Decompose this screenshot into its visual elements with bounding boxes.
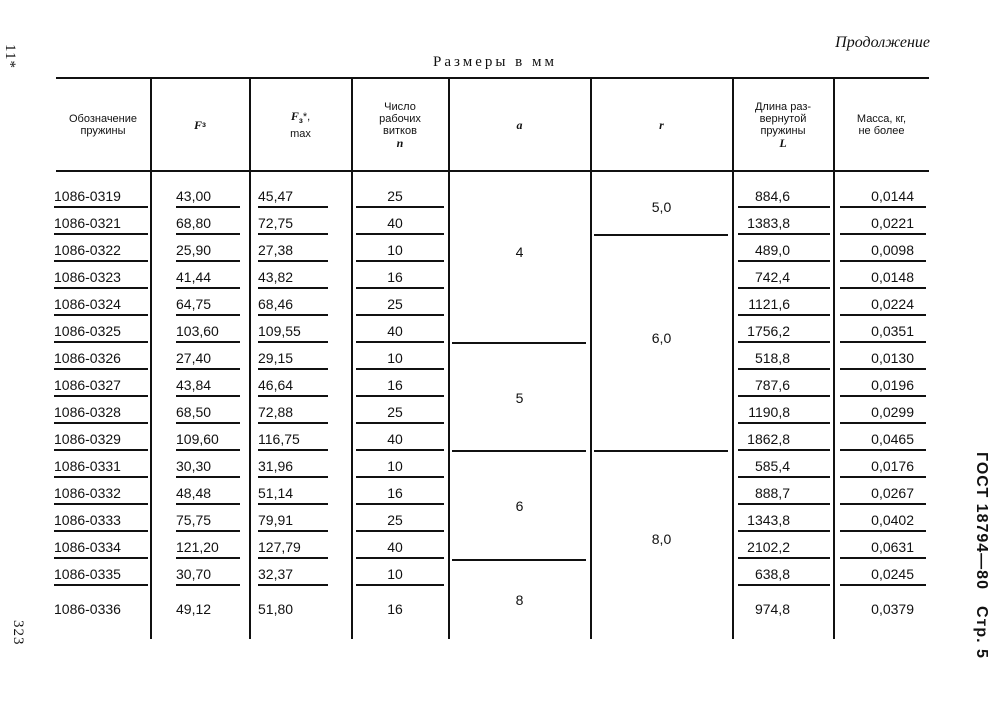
fsmax-cell: 79,91 <box>258 512 294 528</box>
row-underline <box>738 206 830 208</box>
code-cell: 1086-0334 <box>54 539 121 555</box>
code-cell: 1086-0324 <box>54 296 121 312</box>
length-cell: 585,4 <box>754 458 790 474</box>
row-underline <box>176 422 240 424</box>
page-number: 323 <box>10 620 26 646</box>
row-underline <box>738 476 830 478</box>
mass-cell: 0,0176 <box>871 458 914 474</box>
row-underline <box>54 476 148 478</box>
length-cell: 518,8 <box>754 350 790 366</box>
row-underline <box>738 503 830 505</box>
continuation-label: Продолжение <box>835 34 930 51</box>
row-underline <box>738 368 830 370</box>
n-cell: 40 <box>387 539 403 555</box>
n-cell: 16 <box>387 485 403 501</box>
row-underline <box>176 368 240 370</box>
code-cell: 1086-0325 <box>54 323 121 339</box>
length-cell: 638,8 <box>754 566 790 582</box>
fsmax-cell: 32,37 <box>258 566 294 582</box>
mass-cell: 0,0245 <box>871 566 914 582</box>
fs-cell: 49,12 <box>176 601 212 617</box>
row-underline <box>738 395 830 397</box>
mass-cell: 0,0148 <box>871 269 914 285</box>
standard-name: ГОСТ 18794—80 <box>973 452 990 590</box>
row-underline <box>738 449 830 451</box>
row-underline <box>258 584 328 586</box>
row-underline <box>738 584 830 586</box>
table-top-rule <box>56 77 929 79</box>
code-cell: 1086-0322 <box>54 242 121 258</box>
row-underline <box>356 476 444 478</box>
row-underline <box>738 287 830 289</box>
header-mass: Масса, кг, не более <box>856 113 907 137</box>
row-underline <box>840 233 926 235</box>
length-cell: 742,4 <box>754 269 790 285</box>
n-cell: 10 <box>387 566 403 582</box>
row-underline <box>176 287 240 289</box>
page-marker: 11* <box>2 44 18 69</box>
fsmax-cell: 27,38 <box>258 242 294 258</box>
row-underline <box>54 341 148 343</box>
row-underline <box>840 368 926 370</box>
row-underline <box>54 368 148 370</box>
table-title: Размеры в мм <box>432 54 557 70</box>
row-underline <box>258 476 328 478</box>
header-r: r <box>659 118 664 132</box>
code-cell: 1086-0336 <box>54 601 121 617</box>
fsmax-cell: 109,55 <box>258 323 301 339</box>
n-cell: 10 <box>387 350 403 366</box>
length-cell: 1343,8 <box>747 512 790 528</box>
n-cell: 10 <box>387 242 403 258</box>
row-underline <box>54 395 148 397</box>
row-underline <box>738 557 830 559</box>
r-group-cell: 6,0 <box>651 330 672 346</box>
row-underline <box>356 449 444 451</box>
row-underline <box>54 503 148 505</box>
row-underline <box>176 206 240 208</box>
n-cell: 16 <box>387 377 403 393</box>
row-underline <box>258 368 328 370</box>
row-underline <box>840 341 926 343</box>
n-cell: 25 <box>387 512 403 528</box>
mass-cell: 0,0402 <box>871 512 914 528</box>
row-underline <box>258 341 328 343</box>
length-cell: 787,6 <box>754 377 790 393</box>
row-underline <box>840 503 926 505</box>
row-underline <box>356 422 444 424</box>
row-underline <box>356 503 444 505</box>
row-underline <box>840 422 926 424</box>
row-underline <box>840 557 926 559</box>
row-underline <box>840 476 926 478</box>
row-underline <box>54 449 148 451</box>
fsmax-cell: 29,15 <box>258 350 294 366</box>
row-underline <box>356 314 444 316</box>
row-underline <box>356 260 444 262</box>
fs-cell: 68,80 <box>176 215 212 231</box>
header-bottom-rule <box>56 170 929 172</box>
fsmax-cell: 72,88 <box>258 404 294 420</box>
code-cell: 1086-0333 <box>54 512 121 528</box>
code-cell: 1086-0321 <box>54 215 121 231</box>
fsmax-cell: 31,96 <box>258 458 294 474</box>
n-cell: 40 <box>387 431 403 447</box>
fs-cell: 41,44 <box>176 269 212 285</box>
code-cell: 1086-0319 <box>54 188 121 204</box>
r-group-divider <box>594 234 728 236</box>
row-underline <box>176 314 240 316</box>
fs-cell: 25,90 <box>176 242 212 258</box>
length-cell: 1756,2 <box>747 323 790 339</box>
row-underline <box>54 530 148 532</box>
row-underline <box>738 341 830 343</box>
mass-cell: 0,0196 <box>871 377 914 393</box>
mass-cell: 0,0379 <box>871 601 914 617</box>
row-underline <box>176 395 240 397</box>
row-underline <box>258 422 328 424</box>
fsmax-cell: 127,79 <box>258 539 301 555</box>
fs-cell: 121,20 <box>176 539 219 555</box>
length-cell: 1862,8 <box>747 431 790 447</box>
fs-cell: 109,60 <box>176 431 219 447</box>
row-underline <box>356 368 444 370</box>
fs-cell: 48,48 <box>176 485 212 501</box>
mass-cell: 0,0144 <box>871 188 914 204</box>
row-underline <box>840 206 926 208</box>
header-fs: F з <box>194 118 206 132</box>
fs-cell: 43,84 <box>176 377 212 393</box>
row-underline <box>54 233 148 235</box>
row-underline <box>176 503 240 505</box>
row-underline <box>258 314 328 316</box>
row-underline <box>738 233 830 235</box>
fsmax-cell: 43,82 <box>258 269 294 285</box>
row-underline <box>176 233 240 235</box>
fs-cell: 43,00 <box>176 188 212 204</box>
row-underline <box>176 476 240 478</box>
code-cell: 1086-0326 <box>54 350 121 366</box>
row-underline <box>176 260 240 262</box>
length-cell: 1121,6 <box>748 296 790 312</box>
a-group-cell: 8 <box>515 592 524 608</box>
a-group-cell: 5 <box>515 390 524 406</box>
mass-cell: 0,0098 <box>871 242 914 258</box>
code-cell: 1086-0335 <box>54 566 121 582</box>
r-group-cell: 5,0 <box>651 199 672 215</box>
mass-cell: 0,0224 <box>871 296 914 312</box>
length-cell: 489,0 <box>754 242 790 258</box>
row-underline <box>356 395 444 397</box>
fsmax-cell: 72,75 <box>258 215 294 231</box>
code-cell: 1086-0329 <box>54 431 121 447</box>
row-underline <box>738 260 830 262</box>
row-underline <box>258 557 328 559</box>
a-group-divider <box>452 450 586 452</box>
fs-cell: 75,75 <box>176 512 212 528</box>
row-underline <box>356 584 444 586</box>
row-underline <box>840 449 926 451</box>
mass-cell: 0,0130 <box>871 350 914 366</box>
row-underline <box>840 395 926 397</box>
n-cell: 25 <box>387 188 403 204</box>
fsmax-cell: 46,64 <box>258 377 294 393</box>
fs-cell: 68,50 <box>176 404 212 420</box>
row-underline <box>176 530 240 532</box>
fs-cell: 103,60 <box>176 323 219 339</box>
code-cell: 1086-0328 <box>54 404 121 420</box>
row-underline <box>258 233 328 235</box>
mass-cell: 0,0299 <box>871 404 914 420</box>
header-a: a <box>516 118 523 132</box>
row-underline <box>738 314 830 316</box>
code-cell: 1086-0331 <box>54 458 121 474</box>
row-underline <box>54 584 148 586</box>
row-underline <box>738 422 830 424</box>
length-cell: 2102,2 <box>747 539 790 555</box>
row-underline <box>356 557 444 559</box>
n-cell: 25 <box>387 404 403 420</box>
length-cell: 1383,8 <box>747 215 790 231</box>
mass-cell: 0,0351 <box>871 323 914 339</box>
row-underline <box>54 314 148 316</box>
length-cell: 888,7 <box>754 485 790 501</box>
row-underline <box>258 287 328 289</box>
n-cell: 40 <box>387 323 403 339</box>
mass-cell: 0,0465 <box>871 431 914 447</box>
row-underline <box>54 422 148 424</box>
row-underline <box>840 314 926 316</box>
row-underline <box>840 584 926 586</box>
row-underline <box>356 530 444 532</box>
n-cell: 25 <box>387 296 403 312</box>
r-group-divider <box>594 450 728 452</box>
length-cell: 884,6 <box>754 188 790 204</box>
fsmax-cell: 45,47 <box>258 188 294 204</box>
fsmax-cell: 51,14 <box>258 485 294 501</box>
fs-cell: 64,75 <box>176 296 212 312</box>
mass-cell: 0,0631 <box>871 539 914 555</box>
row-underline <box>54 287 148 289</box>
n-cell: 40 <box>387 215 403 231</box>
row-underline <box>356 206 444 208</box>
code-cell: 1086-0323 <box>54 269 121 285</box>
row-underline <box>258 449 328 451</box>
row-underline <box>54 557 148 559</box>
a-group-divider <box>452 559 586 561</box>
row-underline <box>356 287 444 289</box>
header-n: Число рабочих витков n <box>379 100 421 150</box>
row-underline <box>258 260 328 262</box>
n-cell: 16 <box>387 269 403 285</box>
row-underline <box>54 260 148 262</box>
r-group-cell: 8,0 <box>651 531 672 547</box>
length-cell: 974,8 <box>754 601 790 617</box>
header-fs-max: $F_з*$, max <box>290 109 311 140</box>
row-underline <box>176 341 240 343</box>
length-cell: 1190,8 <box>748 404 790 420</box>
n-cell: 10 <box>387 458 403 474</box>
fs-cell: 27,40 <box>176 350 212 366</box>
fsmax-cell: 116,75 <box>258 431 300 447</box>
fsmax-cell: 51,80 <box>258 601 294 617</box>
n-cell: 16 <box>387 601 403 617</box>
row-underline <box>356 341 444 343</box>
row-underline <box>176 557 240 559</box>
row-underline <box>258 530 328 532</box>
fsmax-cell: 68,46 <box>258 296 294 312</box>
a-group-cell: 4 <box>515 244 524 260</box>
row-underline <box>176 584 240 586</box>
a-group-divider <box>452 342 586 344</box>
fs-cell: 30,70 <box>176 566 212 582</box>
row-underline <box>840 530 926 532</box>
row-underline <box>356 233 444 235</box>
row-underline <box>54 206 148 208</box>
standard-side-label <box>972 452 990 675</box>
code-cell: 1086-0332 <box>54 485 121 501</box>
a-group-cell: 6 <box>515 498 524 514</box>
row-underline <box>258 503 328 505</box>
row-underline <box>840 260 926 262</box>
row-underline <box>738 530 830 532</box>
mass-cell: 0,0267 <box>871 485 914 501</box>
standard-page: Стр. 5 <box>973 605 990 659</box>
row-underline <box>840 287 926 289</box>
row-underline <box>258 395 328 397</box>
mass-cell: 0,0221 <box>871 215 914 231</box>
header-length: Длина раз- вернутой пружины L <box>754 100 812 150</box>
row-underline <box>258 206 328 208</box>
row-underline <box>176 449 240 451</box>
code-cell: 1086-0327 <box>54 377 121 393</box>
fs-cell: 30,30 <box>176 458 212 474</box>
header-code: Обозначение пружины <box>68 113 138 137</box>
